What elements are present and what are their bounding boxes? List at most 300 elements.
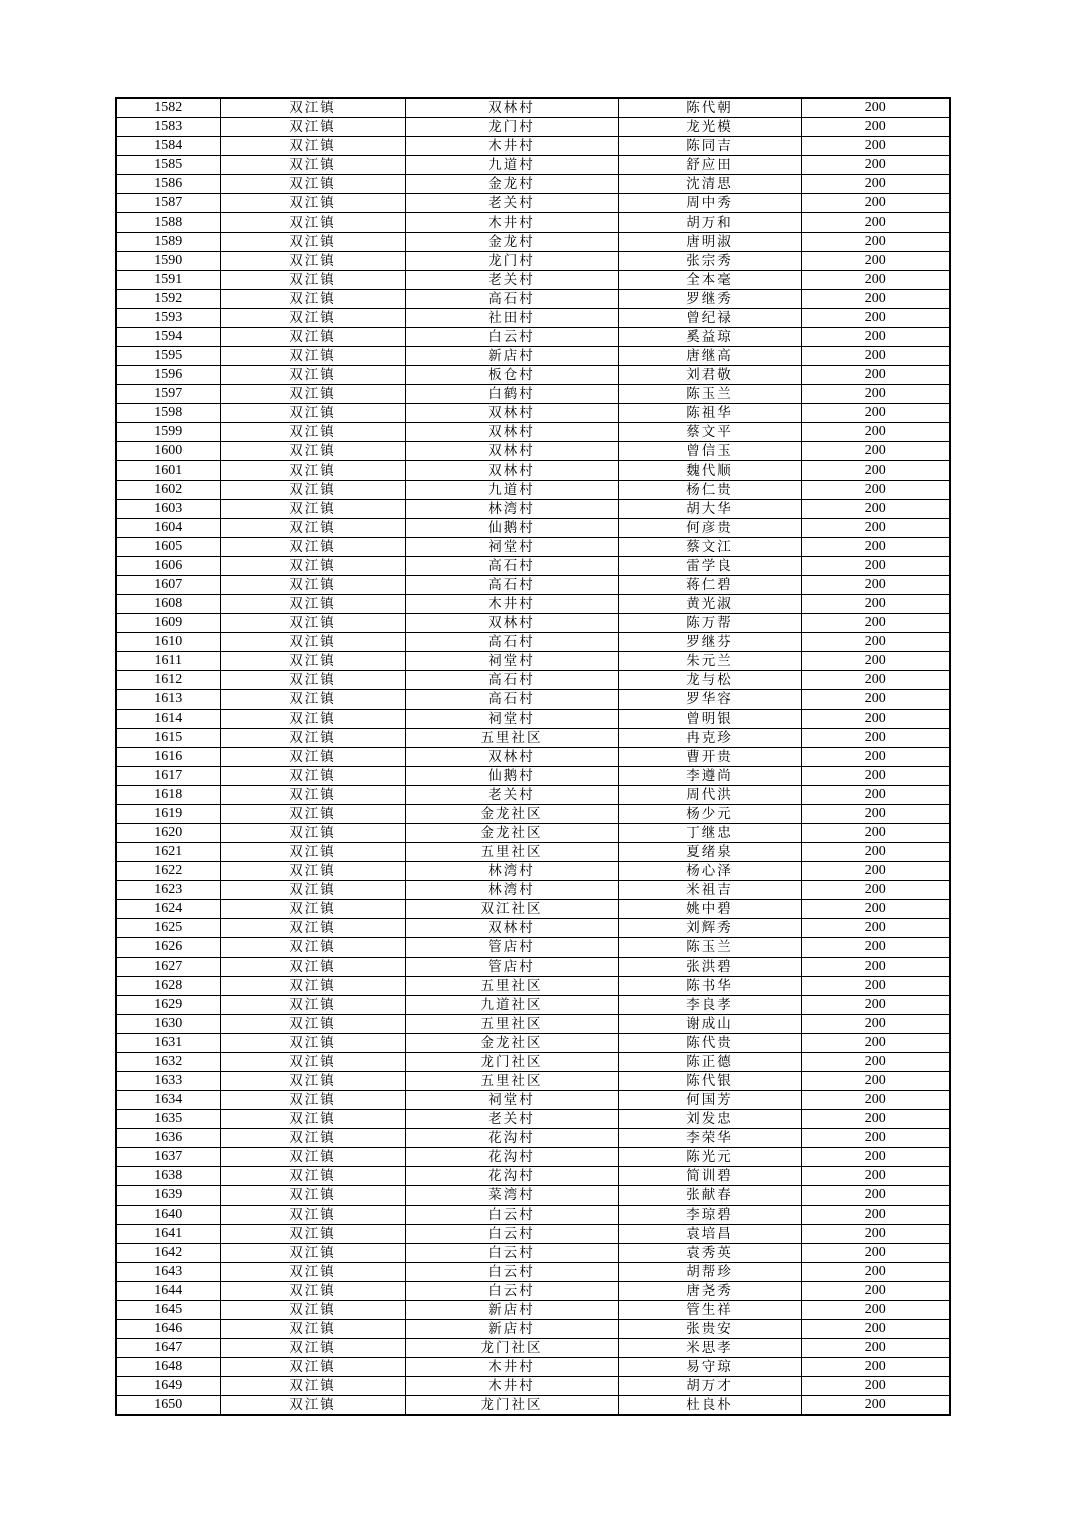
- person-name-cell: 刘发忠: [618, 1110, 801, 1129]
- table-row: [116, 385, 950, 404]
- row-number-cell: 1626: [116, 938, 220, 957]
- village-cell: 白云村: [405, 1243, 618, 1262]
- town-cell: 双江镇: [220, 823, 405, 842]
- town-cell: 双江镇: [220, 327, 405, 346]
- table-row: [116, 308, 950, 327]
- person-name-cell: 蒋仁碧: [618, 575, 801, 594]
- village-cell: 木井村: [405, 595, 618, 614]
- table-row: [116, 518, 950, 537]
- row-number-cell: 1632: [116, 1052, 220, 1071]
- row-number-cell: 1607: [116, 575, 220, 594]
- row-number-cell: 1618: [116, 785, 220, 804]
- table-row: [116, 423, 950, 442]
- row-number-cell: 1604: [116, 518, 220, 537]
- person-name-cell: 陈玉兰: [618, 938, 801, 957]
- town-cell: 双江镇: [220, 1167, 405, 1186]
- row-number-cell: 1625: [116, 919, 220, 938]
- person-name-cell: 袁培昌: [618, 1224, 801, 1243]
- village-cell: 金龙社区: [405, 804, 618, 823]
- amount-cell: 200: [801, 1320, 950, 1339]
- person-name-cell: 胡大华: [618, 499, 801, 518]
- town-cell: 双江镇: [220, 213, 405, 232]
- person-name-cell: 胡万才: [618, 1377, 801, 1396]
- village-cell: 五里社区: [405, 976, 618, 995]
- row-number-cell: 1648: [116, 1358, 220, 1377]
- town-cell: 双江镇: [220, 900, 405, 919]
- town-cell: 双江镇: [220, 728, 405, 747]
- row-number-cell: 1600: [116, 442, 220, 461]
- person-name-cell: 黄光淑: [618, 595, 801, 614]
- town-cell: 双江镇: [220, 709, 405, 728]
- town-cell: 双江镇: [220, 595, 405, 614]
- village-cell: 白云村: [405, 327, 618, 346]
- village-cell: 仙鹅村: [405, 518, 618, 537]
- town-cell: 双江镇: [220, 1300, 405, 1319]
- table-row: [116, 251, 950, 270]
- person-name-cell: 曾明银: [618, 709, 801, 728]
- town-cell: 双江镇: [220, 537, 405, 556]
- village-cell: 花沟村: [405, 1148, 618, 1167]
- amount-cell: 200: [801, 900, 950, 919]
- amount-cell: 200: [801, 156, 950, 175]
- amount-cell: 200: [801, 251, 950, 270]
- table-row: [116, 785, 950, 804]
- person-name-cell: 魏代顺: [618, 461, 801, 480]
- table-row: [116, 1262, 950, 1281]
- town-cell: 双江镇: [220, 1033, 405, 1052]
- amount-cell: 200: [801, 1186, 950, 1205]
- amount-cell: 200: [801, 843, 950, 862]
- town-cell: 双江镇: [220, 747, 405, 766]
- person-name-cell: 陈代朝: [618, 98, 801, 118]
- village-cell: 祠堂村: [405, 537, 618, 556]
- amount-cell: 200: [801, 1110, 950, 1129]
- row-number-cell: 1629: [116, 995, 220, 1014]
- table-row: [116, 652, 950, 671]
- row-number-cell: 1599: [116, 423, 220, 442]
- amount-cell: 200: [801, 747, 950, 766]
- town-cell: 双江镇: [220, 1224, 405, 1243]
- village-cell: 菜湾村: [405, 1186, 618, 1205]
- row-number-cell: 1605: [116, 537, 220, 556]
- village-cell: 双林村: [405, 404, 618, 423]
- table-row: [116, 1281, 950, 1300]
- row-number-cell: 1608: [116, 595, 220, 614]
- amount-cell: 200: [801, 633, 950, 652]
- village-cell: 木井村: [405, 213, 618, 232]
- table-row: [116, 938, 950, 957]
- town-cell: 双江镇: [220, 1281, 405, 1300]
- village-cell: 龙门村: [405, 251, 618, 270]
- town-cell: 双江镇: [220, 404, 405, 423]
- row-number-cell: 1622: [116, 862, 220, 881]
- town-cell: 双江镇: [220, 1320, 405, 1339]
- table-row: [116, 1300, 950, 1319]
- village-cell: 金龙社区: [405, 1033, 618, 1052]
- village-cell: 双林村: [405, 423, 618, 442]
- table-row: [116, 709, 950, 728]
- row-number-cell: 1643: [116, 1262, 220, 1281]
- town-cell: 双江镇: [220, 118, 405, 137]
- amount-cell: 200: [801, 442, 950, 461]
- town-cell: 双江镇: [220, 175, 405, 194]
- row-number-cell: 1596: [116, 366, 220, 385]
- amount-cell: 200: [801, 1358, 950, 1377]
- amount-cell: 200: [801, 385, 950, 404]
- village-cell: 白云村: [405, 1281, 618, 1300]
- row-number-cell: 1592: [116, 289, 220, 308]
- table-row: [116, 862, 950, 881]
- town-cell: 双江镇: [220, 614, 405, 633]
- town-cell: 双江镇: [220, 957, 405, 976]
- row-number-cell: 1602: [116, 480, 220, 499]
- town-cell: 双江镇: [220, 1243, 405, 1262]
- person-name-cell: 朱元兰: [618, 652, 801, 671]
- person-name-cell: 陈玉兰: [618, 385, 801, 404]
- amount-cell: 200: [801, 194, 950, 213]
- village-cell: 老关村: [405, 270, 618, 289]
- town-cell: 双江镇: [220, 385, 405, 404]
- town-cell: 双江镇: [220, 308, 405, 327]
- person-name-cell: 姚中碧: [618, 900, 801, 919]
- village-cell: 金龙村: [405, 175, 618, 194]
- table-row: [116, 175, 950, 194]
- row-number-cell: 1603: [116, 499, 220, 518]
- village-cell: 白云村: [405, 1205, 618, 1224]
- amount-cell: 200: [801, 213, 950, 232]
- person-name-cell: 雷学良: [618, 556, 801, 575]
- table-row: [116, 804, 950, 823]
- town-cell: 双江镇: [220, 499, 405, 518]
- amount-cell: 200: [801, 823, 950, 842]
- amount-cell: 200: [801, 957, 950, 976]
- table-row: [116, 194, 950, 213]
- table-row: [116, 556, 950, 575]
- row-number-cell: 1638: [116, 1167, 220, 1186]
- amount-cell: 200: [801, 595, 950, 614]
- row-number-cell: 1582: [116, 98, 220, 118]
- person-name-cell: 米祖吉: [618, 881, 801, 900]
- amount-cell: 200: [801, 480, 950, 499]
- person-name-cell: 陈书华: [618, 976, 801, 995]
- village-cell: 木井村: [405, 137, 618, 156]
- table-row: [116, 404, 950, 423]
- table-row: [116, 1110, 950, 1129]
- village-cell: 龙门社区: [405, 1396, 618, 1416]
- village-cell: 祠堂村: [405, 709, 618, 728]
- amount-cell: 200: [801, 614, 950, 633]
- amount-cell: 200: [801, 1339, 950, 1358]
- village-cell: 新店村: [405, 347, 618, 366]
- table-row: [116, 843, 950, 862]
- person-name-cell: 丁继忠: [618, 823, 801, 842]
- person-name-cell: 张贵安: [618, 1320, 801, 1339]
- village-cell: 双林村: [405, 747, 618, 766]
- town-cell: 双江镇: [220, 938, 405, 957]
- town-cell: 双江镇: [220, 518, 405, 537]
- person-name-cell: 刘辉秀: [618, 919, 801, 938]
- table-row: [116, 1148, 950, 1167]
- table-row: [116, 595, 950, 614]
- town-cell: 双江镇: [220, 633, 405, 652]
- table-row: [116, 1205, 950, 1224]
- amount-cell: 200: [801, 1071, 950, 1090]
- amount-cell: 200: [801, 938, 950, 957]
- person-name-cell: 全本毫: [618, 270, 801, 289]
- town-cell: 双江镇: [220, 251, 405, 270]
- village-cell: 林湾村: [405, 499, 618, 518]
- row-number-cell: 1620: [116, 823, 220, 842]
- row-number-cell: 1613: [116, 690, 220, 709]
- row-number-cell: 1591: [116, 270, 220, 289]
- town-cell: 双江镇: [220, 1396, 405, 1416]
- village-cell: 老关村: [405, 1110, 618, 1129]
- table-row: [116, 919, 950, 938]
- amount-cell: 200: [801, 518, 950, 537]
- town-cell: 双江镇: [220, 1091, 405, 1110]
- amount-cell: 200: [801, 1281, 950, 1300]
- table-row: [116, 900, 950, 919]
- row-number-cell: 1594: [116, 327, 220, 346]
- village-cell: 木井村: [405, 1358, 618, 1377]
- person-name-cell: 刘君敬: [618, 366, 801, 385]
- village-cell: 五里社区: [405, 1014, 618, 1033]
- row-number-cell: 1616: [116, 747, 220, 766]
- amount-cell: 200: [801, 270, 950, 289]
- row-number-cell: 1630: [116, 1014, 220, 1033]
- row-number-cell: 1621: [116, 843, 220, 862]
- row-number-cell: 1598: [116, 404, 220, 423]
- town-cell: 双江镇: [220, 862, 405, 881]
- amount-cell: 200: [801, 976, 950, 995]
- table-row: [116, 442, 950, 461]
- town-cell: 双江镇: [220, 881, 405, 900]
- row-number-cell: 1609: [116, 614, 220, 633]
- amount-cell: 200: [801, 671, 950, 690]
- table-row: [116, 747, 950, 766]
- person-name-cell: 杨少元: [618, 804, 801, 823]
- person-name-cell: 管生祥: [618, 1300, 801, 1319]
- amount-cell: 200: [801, 1014, 950, 1033]
- row-number-cell: 1645: [116, 1300, 220, 1319]
- table-row: [116, 232, 950, 251]
- row-number-cell: 1631: [116, 1033, 220, 1052]
- table-row: [116, 98, 950, 118]
- person-name-cell: 曾纪禄: [618, 308, 801, 327]
- amount-cell: 200: [801, 308, 950, 327]
- town-cell: 双江镇: [220, 1052, 405, 1071]
- amount-cell: 200: [801, 1243, 950, 1262]
- person-name-cell: 张宗秀: [618, 251, 801, 270]
- person-name-cell: 唐尧秀: [618, 1281, 801, 1300]
- person-name-cell: 李荣华: [618, 1129, 801, 1148]
- amount-cell: 200: [801, 423, 950, 442]
- amount-cell: 200: [801, 1224, 950, 1243]
- person-name-cell: 易守琼: [618, 1358, 801, 1377]
- row-number-cell: 1597: [116, 385, 220, 404]
- table-row: [116, 690, 950, 709]
- table-row: [116, 1358, 950, 1377]
- town-cell: 双江镇: [220, 1148, 405, 1167]
- person-name-cell: 夏绪泉: [618, 843, 801, 862]
- person-name-cell: 谢成山: [618, 1014, 801, 1033]
- table-row: [116, 1167, 950, 1186]
- person-name-cell: 杜良朴: [618, 1396, 801, 1416]
- row-number-cell: 1644: [116, 1281, 220, 1300]
- village-cell: 白云村: [405, 1262, 618, 1281]
- village-cell: 新店村: [405, 1300, 618, 1319]
- amount-cell: 200: [801, 98, 950, 118]
- town-cell: 双江镇: [220, 1129, 405, 1148]
- village-cell: 双林村: [405, 614, 618, 633]
- village-cell: 仙鹅村: [405, 766, 618, 785]
- person-name-cell: 龙光模: [618, 118, 801, 137]
- town-cell: 双江镇: [220, 289, 405, 308]
- town-cell: 双江镇: [220, 1110, 405, 1129]
- amount-cell: 200: [801, 1148, 950, 1167]
- town-cell: 双江镇: [220, 1071, 405, 1090]
- person-name-cell: 张献春: [618, 1186, 801, 1205]
- table-row: [116, 461, 950, 480]
- person-name-cell: 何国芳: [618, 1091, 801, 1110]
- row-number-cell: 1649: [116, 1377, 220, 1396]
- row-number-cell: 1585: [116, 156, 220, 175]
- person-name-cell: 周中秀: [618, 194, 801, 213]
- row-number-cell: 1595: [116, 347, 220, 366]
- amount-cell: 200: [801, 575, 950, 594]
- person-name-cell: 胡帮珍: [618, 1262, 801, 1281]
- amount-cell: 200: [801, 652, 950, 671]
- row-number-cell: 1623: [116, 881, 220, 900]
- table-row: [116, 366, 950, 385]
- row-number-cell: 1627: [116, 957, 220, 976]
- amount-cell: 200: [801, 232, 950, 251]
- person-name-cell: 罗继秀: [618, 289, 801, 308]
- amount-cell: 200: [801, 1377, 950, 1396]
- village-cell: 龙门社区: [405, 1052, 618, 1071]
- amount-cell: 200: [801, 785, 950, 804]
- row-number-cell: 1590: [116, 251, 220, 270]
- person-name-cell: 罗华容: [618, 690, 801, 709]
- table-row: [116, 289, 950, 308]
- village-cell: 祠堂村: [405, 1091, 618, 1110]
- row-number-cell: 1633: [116, 1071, 220, 1090]
- village-cell: 双江社区: [405, 900, 618, 919]
- village-cell: 社田村: [405, 308, 618, 327]
- town-cell: 双江镇: [220, 461, 405, 480]
- amount-cell: 200: [801, 709, 950, 728]
- amount-cell: 200: [801, 137, 950, 156]
- table-row: [116, 1129, 950, 1148]
- person-name-cell: 何彦贵: [618, 518, 801, 537]
- village-cell: 五里社区: [405, 843, 618, 862]
- town-cell: 双江镇: [220, 785, 405, 804]
- amount-cell: 200: [801, 1052, 950, 1071]
- village-cell: 双林村: [405, 461, 618, 480]
- amount-cell: 200: [801, 175, 950, 194]
- row-number-cell: 1584: [116, 137, 220, 156]
- village-cell: 林湾村: [405, 862, 618, 881]
- amount-cell: 200: [801, 556, 950, 575]
- row-number-cell: 1650: [116, 1396, 220, 1416]
- amount-cell: 200: [801, 1300, 950, 1319]
- person-name-cell: 陈祖华: [618, 404, 801, 423]
- town-cell: 双江镇: [220, 98, 405, 118]
- row-number-cell: 1628: [116, 976, 220, 995]
- person-name-cell: 冉克珍: [618, 728, 801, 747]
- village-cell: 高石村: [405, 289, 618, 308]
- amount-cell: 200: [801, 1091, 950, 1110]
- town-cell: 双江镇: [220, 575, 405, 594]
- table-row: [116, 1377, 950, 1396]
- village-cell: 九道社区: [405, 995, 618, 1014]
- person-name-cell: 唐明淑: [618, 232, 801, 251]
- village-cell: 林湾村: [405, 881, 618, 900]
- table-row: [116, 1243, 950, 1262]
- person-name-cell: 李良孝: [618, 995, 801, 1014]
- row-number-cell: 1610: [116, 633, 220, 652]
- row-number-cell: 1637: [116, 1148, 220, 1167]
- row-number-cell: 1612: [116, 671, 220, 690]
- village-cell: 九道村: [405, 156, 618, 175]
- person-name-cell: 曾信玉: [618, 442, 801, 461]
- row-number-cell: 1601: [116, 461, 220, 480]
- amount-cell: 200: [801, 347, 950, 366]
- table-row: [116, 728, 950, 747]
- village-cell: 白鹤村: [405, 385, 618, 404]
- row-number-cell: 1587: [116, 194, 220, 213]
- town-cell: 双江镇: [220, 690, 405, 709]
- amount-cell: 200: [801, 1033, 950, 1052]
- village-cell: 管店村: [405, 957, 618, 976]
- table-row: [116, 118, 950, 137]
- row-number-cell: 1624: [116, 900, 220, 919]
- town-cell: 双江镇: [220, 1014, 405, 1033]
- town-cell: 双江镇: [220, 919, 405, 938]
- table-row: [116, 270, 950, 289]
- amount-cell: 200: [801, 1396, 950, 1416]
- person-name-cell: 杨心泽: [618, 862, 801, 881]
- amount-cell: 200: [801, 728, 950, 747]
- person-name-cell: 胡万和: [618, 213, 801, 232]
- amount-cell: 200: [801, 1129, 950, 1148]
- person-name-cell: 陈光元: [618, 1148, 801, 1167]
- amount-cell: 200: [801, 862, 950, 881]
- town-cell: 双江镇: [220, 347, 405, 366]
- town-cell: 双江镇: [220, 1339, 405, 1358]
- amount-cell: 200: [801, 919, 950, 938]
- table-row: [116, 1033, 950, 1052]
- person-name-cell: 杨仁贵: [618, 480, 801, 499]
- person-name-cell: 罗继芬: [618, 633, 801, 652]
- table-row: [116, 347, 950, 366]
- table-row: [116, 1224, 950, 1243]
- person-name-cell: 蔡文江: [618, 537, 801, 556]
- table-row: [116, 537, 950, 556]
- person-name-cell: 曹开贵: [618, 747, 801, 766]
- village-cell: 双林村: [405, 98, 618, 118]
- row-number-cell: 1611: [116, 652, 220, 671]
- amount-cell: 200: [801, 327, 950, 346]
- table-row: [116, 575, 950, 594]
- table-row: [116, 1091, 950, 1110]
- person-name-cell: 陈正德: [618, 1052, 801, 1071]
- table-row: [116, 633, 950, 652]
- village-cell: 五里社区: [405, 1071, 618, 1090]
- town-cell: 双江镇: [220, 1377, 405, 1396]
- town-cell: 双江镇: [220, 423, 405, 442]
- row-number-cell: 1583: [116, 118, 220, 137]
